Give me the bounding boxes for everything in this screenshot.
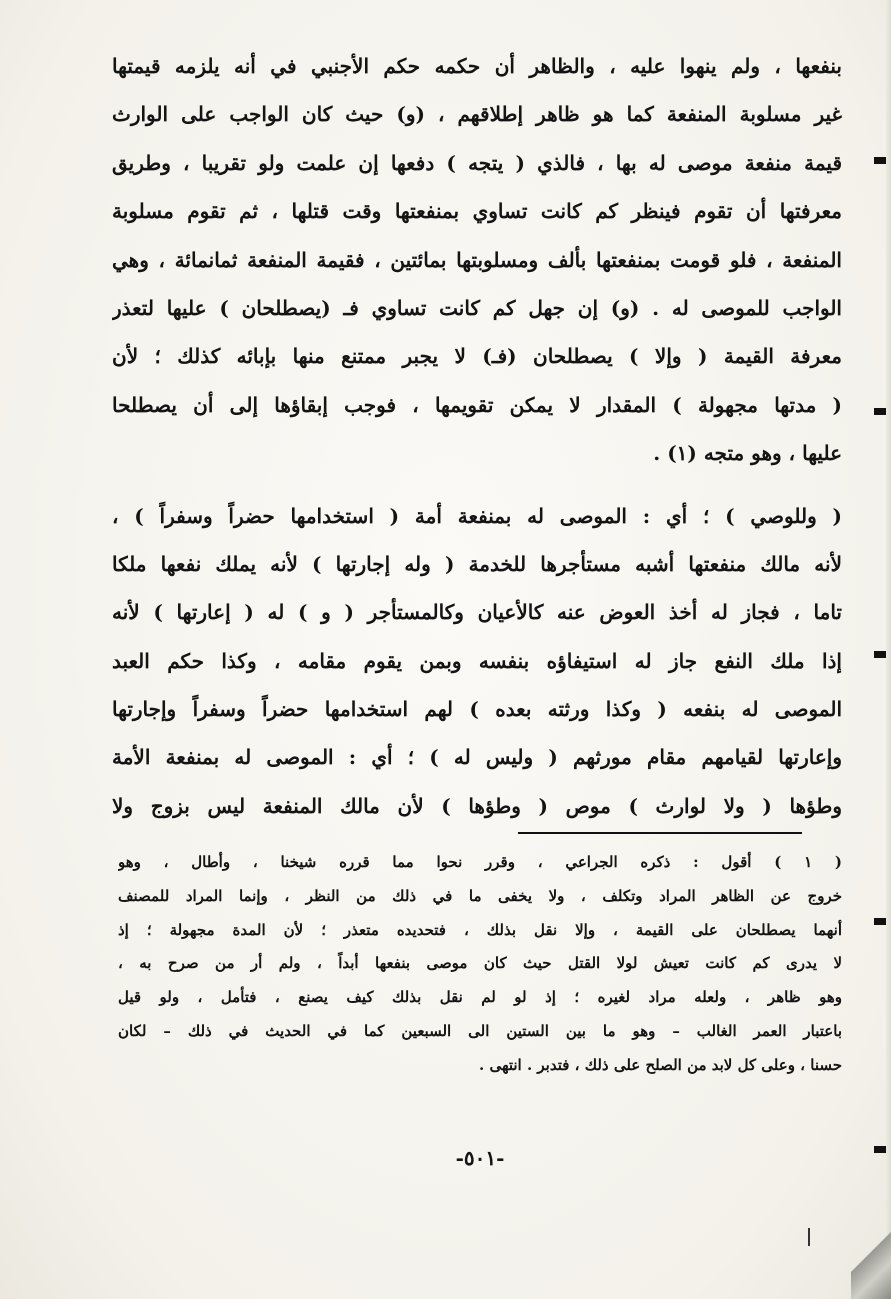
footnote-line: ( ١ ) أقول : ذكره الجراعي ، وقرر نحوا مما قرره شيخنا ، وأطال ، وهو: [118, 853, 842, 871]
text-line: وطؤها ( ولا لوارث ) موص ( وطؤها ) لأن مالك المنفعة ليس بزوج ولا: [112, 793, 842, 818]
text-line: الواجب للموصى له . (و) إن جهل كم كانت تساوي فـ (يصطلحان ) عليها لتعذر: [112, 295, 842, 320]
text-line: الموصى له بنفعه ( وكذا ورثته بعده ) لهم استخدامها حضراً وسفراً وإجارتها: [112, 697, 842, 722]
text-line: ( وللوصي ) ؛ أي : الموصى له بمنفعة أمة ( استخدامها حضراً وسفراً ) ،: [112, 503, 842, 528]
footnote-line: وهو ظاهر ، ولعله مراد لغيره ؛ إذ لو لم نقل بذلك كيف يصنع ، فتأمل ، ولو قيل: [118, 988, 842, 1007]
page-number: -٥٠١-: [455, 1146, 505, 1170]
page-corner: [851, 1216, 891, 1299]
text-line: غير مسلوبة المنفعة كما هو ظاهر إطلاقهم ، (و) حيث كان الواجب على الوارث: [112, 102, 842, 127]
text-line: بنفعها ، ولم ينهوا عليه ، والظاهر أن حكمه حكم الأجنبي في أنه يلزمه قيمتها: [112, 54, 842, 78]
text-line: إذا ملك النفع جاز له استيفاؤه بنفسه وبمن يقوم مقامه ، وكذا حكم العبد: [112, 648, 842, 673]
page-edge: [886, 0, 891, 1299]
text-line: لأنه مالك منفعتها أشبه مستأجرها للخدمة ( وله إجارتها ) لأنه يملك نفعها ملكا: [112, 551, 842, 576]
main-text-block: [112, 42, 842, 830]
footnote-separator: [518, 832, 802, 834]
text-line: معرفتها أن تقوم فينظر كم كانت تساوي بمنفعتها وقت قتلها ، ثم تقوم مسلوبة: [112, 199, 842, 224]
footnote-block: [118, 846, 842, 1083]
paragraph-gap: [112, 478, 842, 492]
text-line: المنفعة ، فلو قومت بمنفعتها بألف ومسلوبتها بمائتين ، فقيمة المنفعة ثمانمائة ، وهي: [112, 247, 842, 272]
text-line: عليها ، وهو متجه (١) .: [653, 441, 842, 466]
footnote-line: لا يدرى كم كانت تعيش لولا القتل حيث كان موصى بنفعها أبداً ، ولم أر من صرح به ،: [118, 954, 842, 973]
text-line: تاما ، فجاز له أخذ العوض عنه كالأعيان وكالمستأجر ( و ) له ( إعارتها ) لأنه: [112, 600, 842, 625]
footnote-line: خروج عن الظاهر المراد وتكلف ، ولا يخفى ما في ذلك من النظر ، وإنما المراد للمصنف: [118, 886, 842, 905]
footnote-line: حسنا ، وعلى كل لابد من الصلح على ذلك ، فتدبر . انتهى .: [479, 1055, 842, 1074]
text-line: وإعارتها لقيامهم مقام مورثهم ( وليس له ) ؛ أي : الموصى له بمنفعة الأمة: [112, 745, 842, 770]
footnote-line: باعتبار العمر الغالب – وهو ما بين الستين الى السبعين كما في الحديث في ذلك – لكان: [118, 1021, 842, 1040]
scan-mark: [808, 1228, 810, 1246]
text-line: ( مدتها مجهولة ) المقدار لا يمكن تقويمها ، فوجب إبقاؤها إلى أن يصطلحا: [112, 392, 842, 417]
text-line: معرفة القيمة ( وإلا ) يصطلحان (فـ) لا يجبر ممتنع منها بإبائه كذلك ؛ لأن: [112, 344, 842, 369]
text-line: قيمة منفعة موصى له بها ، فالذي ( يتجه ) دفعها إن علمت ولو تقريبا ، وطريق: [112, 150, 842, 175]
footnote-line: أنهما يصطلحان على القيمة ، وإلا نقل بذلك ، فتحديده متعذر ؛ لأن المدة مجهولة ؛ إذ: [118, 920, 842, 939]
